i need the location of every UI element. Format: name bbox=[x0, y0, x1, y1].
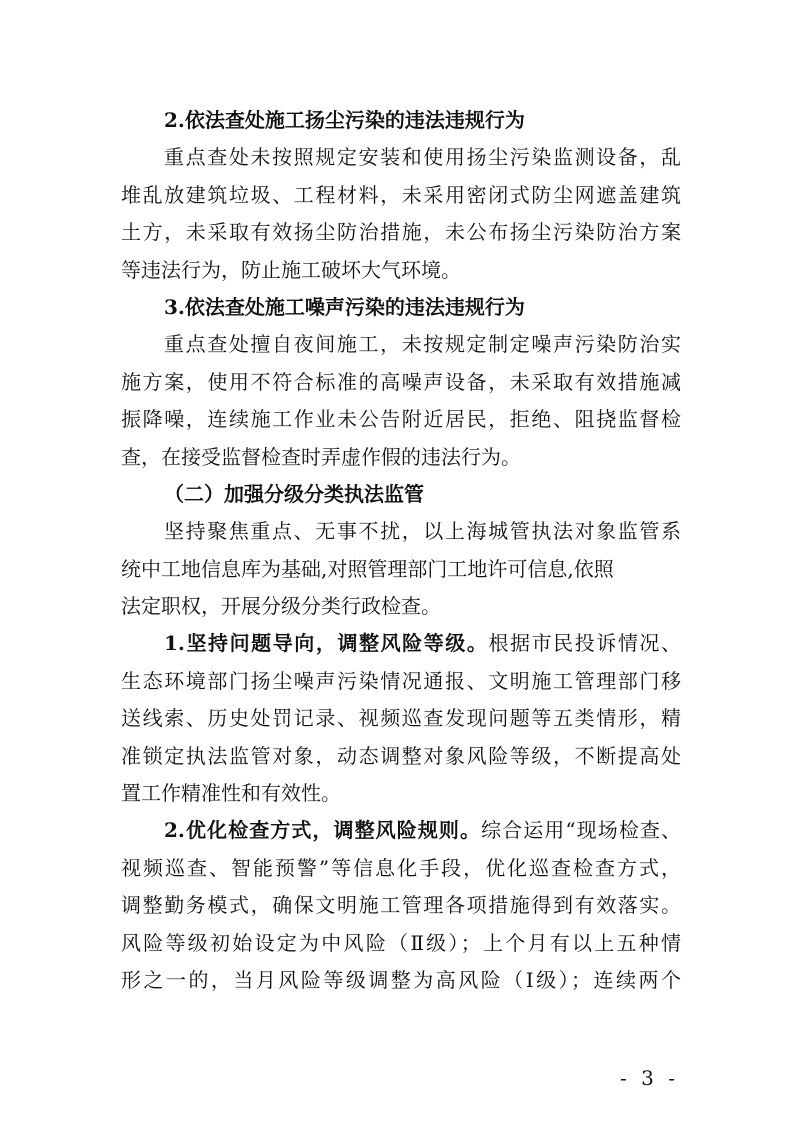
section-heading bbox=[121, 476, 681, 513]
body-text: 振降噪，连续施工作业未公告附近居民，拒绝、阻挠监督检 bbox=[121, 407, 681, 432]
text-line bbox=[121, 700, 681, 737]
text-line bbox=[121, 177, 681, 214]
bold-lead-text: 1.坚持问题导向，调整风险等级。 bbox=[164, 631, 489, 656]
text-line bbox=[121, 588, 681, 625]
body-text: 根据市民投诉情况、 bbox=[488, 631, 681, 656]
text-line bbox=[121, 812, 681, 849]
body-text: 风险等级初始设定为中风险（Ⅱ级）；上个月有以上五种情 bbox=[121, 930, 681, 955]
body-text: 形之一的，当月风险等级调整为高风险（Ⅰ级）；连续两个 bbox=[121, 967, 681, 992]
bold-lead-text: （二）加强分级分类执法监管 bbox=[164, 481, 424, 506]
text-line bbox=[121, 214, 681, 251]
text-line bbox=[121, 775, 681, 812]
text-line bbox=[121, 625, 681, 662]
body-text: 施方案，使用不符合标准的高噪声设备，未采取有效措施减 bbox=[121, 369, 681, 394]
body-text: 土方，未采取有效扬尘防治措施，未公布扬尘污染防治方案 bbox=[121, 220, 681, 245]
bold-lead-text: 3.依法查处施工噪声污染的违法违规行为 bbox=[164, 294, 525, 319]
bold-lead-text: 2.依法查处施工扬尘污染的违法违规行为 bbox=[164, 108, 525, 132]
body-text: 重点查处未按照规定安装和使用扬尘污染监测设备，乱 bbox=[164, 145, 681, 170]
text-line bbox=[121, 962, 681, 999]
body-text: 统中工地信息库为基础,对照管理部门工地许可信息,依照 bbox=[121, 556, 614, 581]
text-line bbox=[121, 925, 681, 962]
bold-lead-text: 2.优化检查方式，调整风险规则。 bbox=[164, 818, 482, 843]
section-heading bbox=[121, 289, 681, 326]
body-text: 重点查处擅自夜间施工，未按规定制定噪声污染防治实 bbox=[164, 332, 681, 357]
body-text: 生态环境部门扬尘噪声污染情况通报、文明施工管理部门移 bbox=[121, 668, 681, 693]
body-text: 送线索、历史处罚记录、视频巡查发现问题等五类情形，精 bbox=[121, 706, 681, 731]
document-body bbox=[121, 102, 681, 999]
text-line bbox=[121, 513, 681, 550]
page-number: - 3 - bbox=[620, 1066, 679, 1090]
body-text: 视频巡查、智能预警”等信息化手段，优化巡查检查方式， bbox=[121, 855, 681, 880]
text-line bbox=[121, 887, 681, 924]
text-line bbox=[121, 439, 681, 476]
body-text: 坚持聚焦重点、无事不扰，以上海城管执法对象监管系 bbox=[164, 519, 681, 544]
body-text: 查，在接受监督检查时弄虚作假的违法行为。 bbox=[121, 444, 521, 469]
body-text: 法定职权，开展分级分类行政检查。 bbox=[121, 594, 441, 619]
body-text: 准锁定执法监管对象，动态调整对象风险等级，不断提高处 bbox=[121, 743, 681, 768]
text-line bbox=[121, 252, 681, 289]
text-line bbox=[121, 850, 681, 887]
body-text: 等违法行为，防止施工破坏大气环境。 bbox=[121, 257, 461, 282]
body-text: 堆乱放建筑垃圾、工程材料，未采用密闭式防尘网遮盖建筑 bbox=[121, 182, 681, 207]
text-line bbox=[121, 326, 681, 363]
body-text: 综合运用“现场检查、 bbox=[481, 818, 681, 843]
text-line bbox=[121, 551, 681, 588]
text-line bbox=[121, 139, 681, 176]
section-heading bbox=[121, 102, 681, 139]
text-line bbox=[121, 364, 681, 401]
text-line bbox=[121, 738, 681, 775]
body-text: 调整勤务模式，确保文明施工管理各项措施得到有效落实。 bbox=[121, 893, 681, 918]
body-text: 置工作精准性和有效性。 bbox=[121, 781, 341, 806]
text-line bbox=[121, 663, 681, 700]
text-line bbox=[121, 401, 681, 438]
